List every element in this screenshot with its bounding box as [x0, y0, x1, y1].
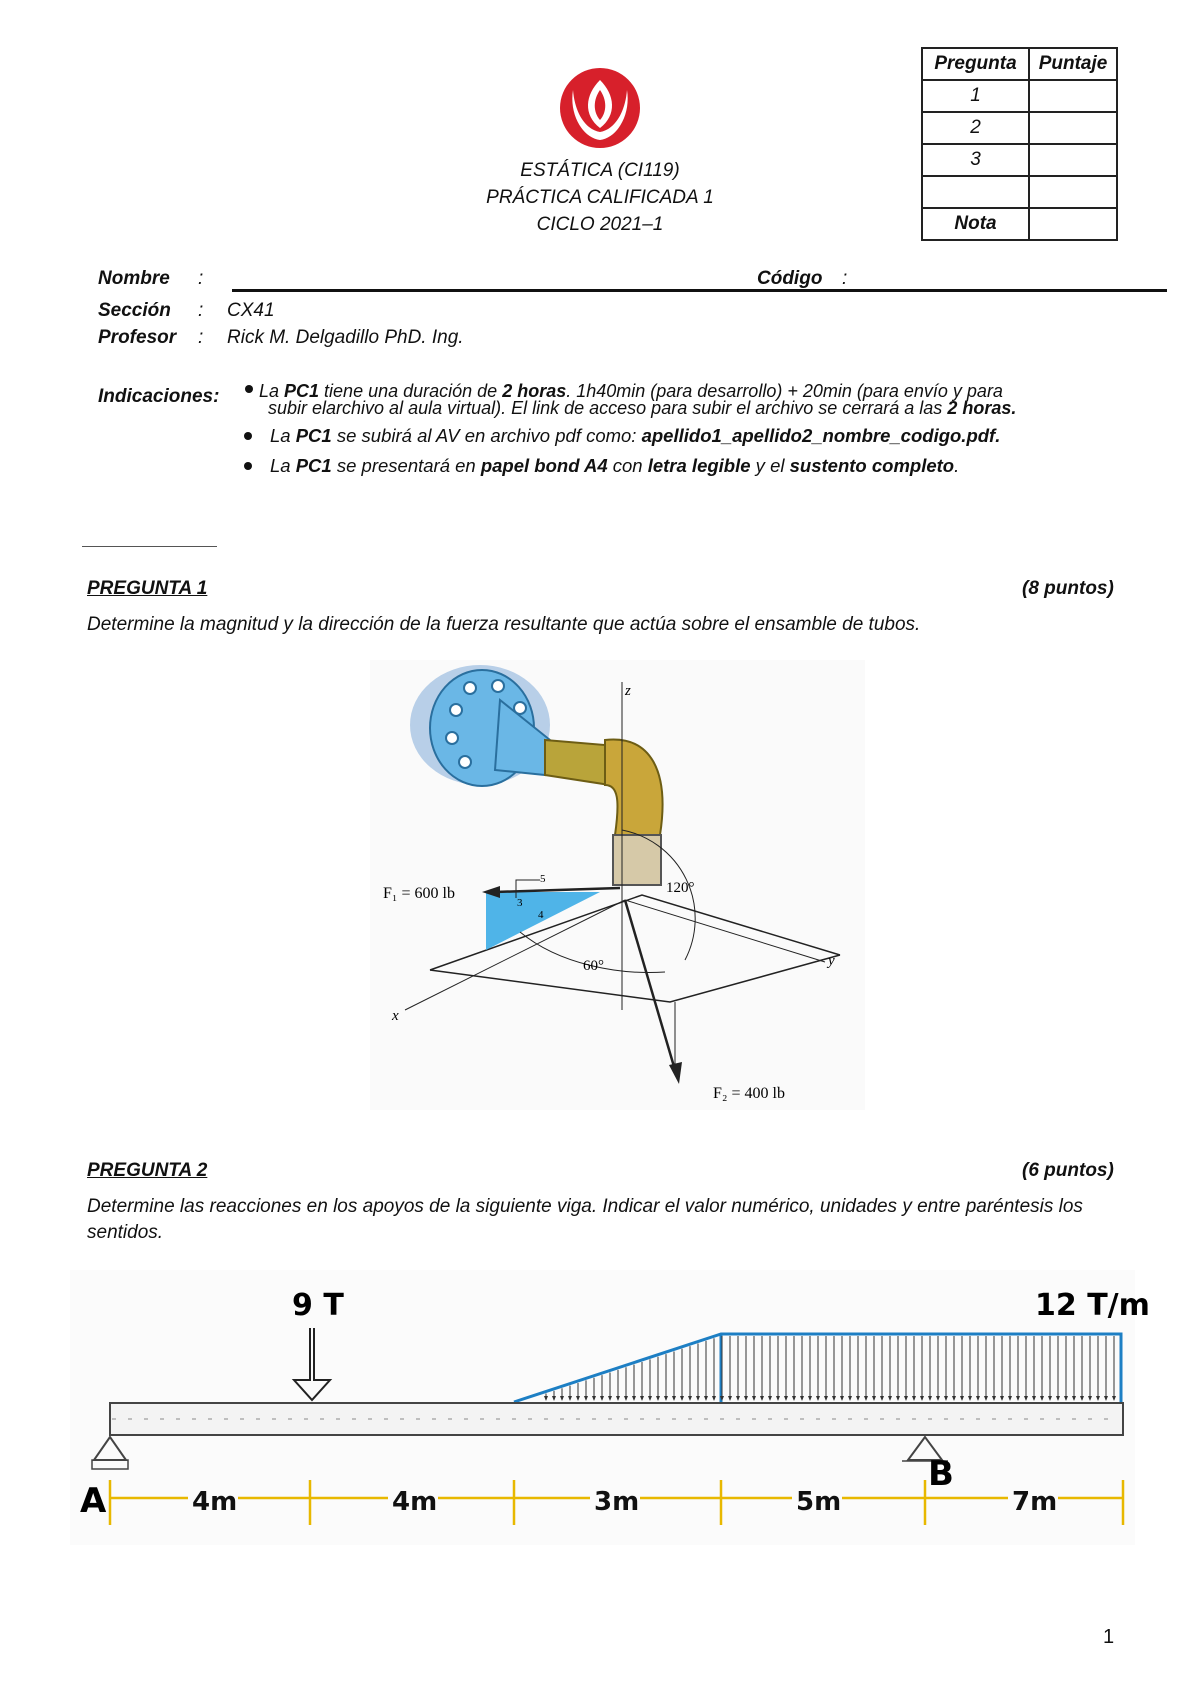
f2-label: F₂ = 400 lb [713, 1085, 785, 1102]
span-1: 4m [192, 1487, 238, 1517]
tri-3: 3 [517, 897, 523, 909]
q2-text-line2: sentidos. [87, 1222, 164, 1243]
bullet [244, 432, 252, 440]
q1-points: (8 puntos) [1022, 578, 1114, 599]
codigo-colon: : [842, 268, 848, 289]
score-row-label: 3 [922, 144, 1029, 176]
upc-logo [555, 60, 645, 150]
f1-label: F₁ = 600 lb [383, 885, 455, 902]
score-cell [1029, 112, 1117, 144]
score-row-label [922, 176, 1029, 208]
span-3: 3m [594, 1487, 640, 1517]
score-cell [1029, 208, 1117, 240]
span-2: 4m [392, 1487, 438, 1517]
divider [82, 546, 217, 547]
score-cell [1029, 80, 1117, 112]
nombre-label: Nombre [98, 268, 170, 289]
exam-title: PRÁCTICA CALIFICADA 1 [486, 187, 714, 208]
codigo-label: Código [757, 268, 823, 289]
y-label: y [828, 953, 835, 969]
angle-60: 60° [583, 958, 604, 974]
indicacion-1-line2: subir elarchivo al aula virtual). El link de acceso para subir el archivo se cerrará a las 2 horas. [268, 398, 1017, 418]
course-title: ESTÁTICA (CI119) [520, 160, 680, 181]
support-b-label: B [928, 1454, 954, 1494]
indicaciones-label: Indicaciones: [98, 386, 220, 407]
z-label: z [625, 683, 631, 699]
angle-120: 120° [666, 880, 695, 896]
score-header-pregunta: Pregunta [922, 48, 1029, 80]
indicacion-3: La PC1 se presentará en papel bond A4 con letra legible y el sustento completo. [270, 455, 960, 476]
bullet [244, 462, 252, 470]
beam [110, 1403, 1123, 1435]
bullet [245, 385, 253, 393]
nombre-colon: : [198, 268, 204, 289]
support-a-label: A [80, 1481, 107, 1521]
profesor-label: Profesor [98, 327, 177, 348]
score-row-label: 2 [922, 112, 1029, 144]
score-row-label: 1 [922, 80, 1029, 112]
cycle-title: CICLO 2021–1 [536, 214, 664, 235]
q2-points: (6 puntos) [1022, 1160, 1114, 1181]
point-load-label: 9 T [292, 1288, 344, 1323]
q1-text: Determine la magnitud y la dirección de la fuerza resultante que actúa sobre el ensamble de tubos. [87, 614, 921, 635]
name-underline [232, 289, 1167, 292]
score-table [921, 47, 1118, 241]
indicacion-1-line1: La PC1 tiene una duración de 2 horas. 1h40min (para desarrollo) + 20min (para envío y para [259, 381, 1003, 401]
seccion-label: Sección [98, 300, 171, 321]
q2-figure [70, 1270, 1150, 1545]
seccion-value: CX41 [227, 300, 275, 321]
score-cell [1029, 176, 1117, 208]
score-header-puntaje: Puntaje [1029, 48, 1117, 80]
x-label: x [392, 1008, 399, 1024]
seccion-colon: : [198, 300, 204, 321]
dist-load-label: 12 T/m [1035, 1288, 1150, 1323]
span-5: 7m [1012, 1487, 1058, 1517]
q1-heading: PREGUNTA 1 [87, 578, 208, 599]
q2-heading: PREGUNTA 2 [87, 1160, 208, 1181]
span-4: 5m [796, 1487, 842, 1517]
score-row-nota: Nota [922, 208, 1029, 240]
q1-figure [370, 660, 865, 1110]
q2-text-line1: Determine las reacciones en los apoyos de la siguiente viga. Indicar el valor numérico, unidades y entre paréntesis los [87, 1196, 1083, 1217]
profesor-value: Rick M. Delgadillo PhD. Ing. [227, 327, 464, 348]
tri-4: 4 [538, 909, 544, 921]
indicacion-2: La PC1 se subirá al AV en archivo pdf como: apellido1_apellido2_nombre_codigo.pdf. [270, 425, 1001, 446]
profesor-colon: : [198, 327, 204, 348]
tri-5: 5 [540, 873, 546, 885]
page-number: 1 [1103, 1626, 1115, 1648]
score-cell [1029, 144, 1117, 176]
